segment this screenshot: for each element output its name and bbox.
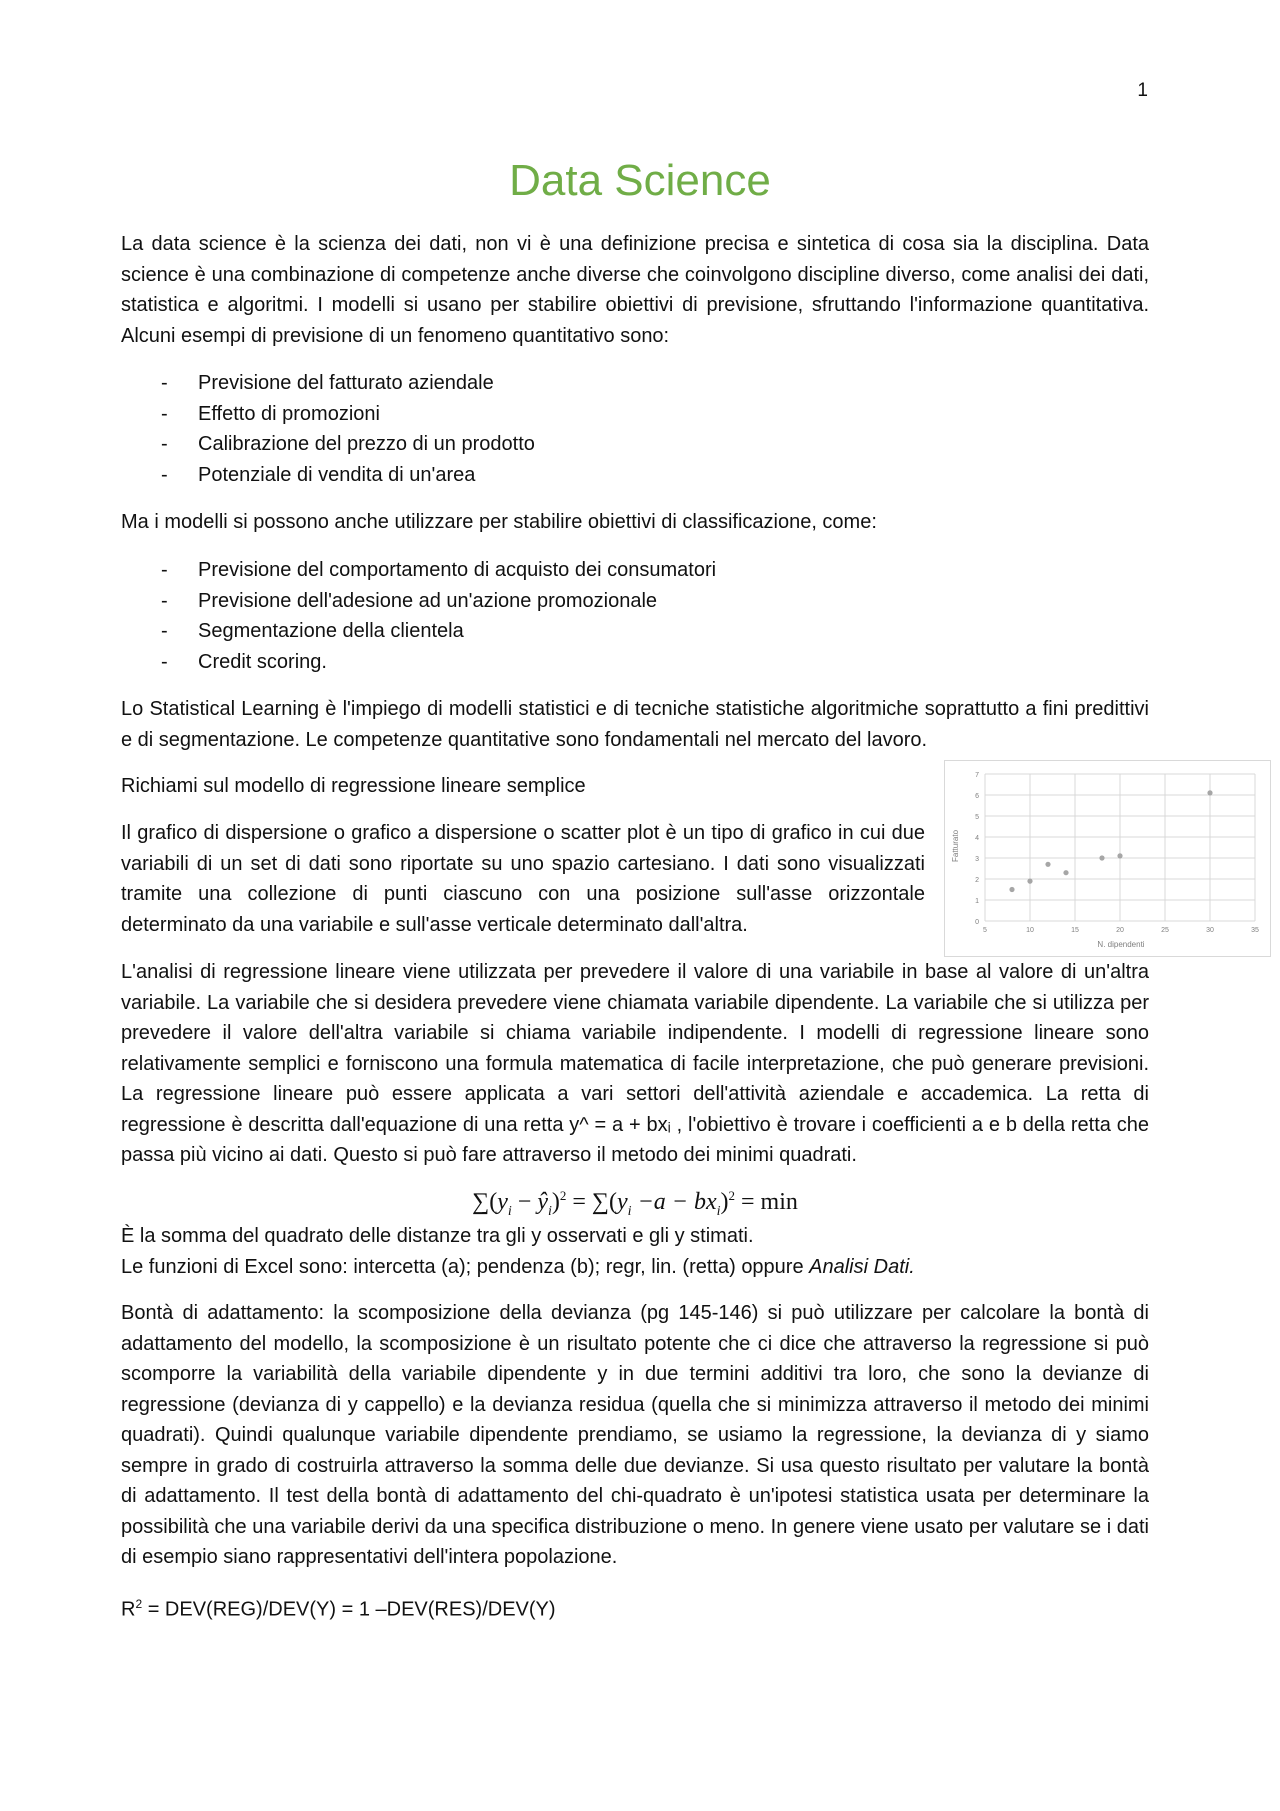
formula-min: = min bbox=[735, 1189, 798, 1215]
list-item-text: Previsione del fatturato aziendale bbox=[198, 372, 494, 394]
scatter-chart-svg bbox=[945, 761, 1270, 956]
r2-r: R bbox=[121, 1598, 136, 1621]
formula-yhat: ŷ bbox=[537, 1189, 548, 1215]
list-item bbox=[121, 647, 1149, 678]
intro-section bbox=[121, 229, 1149, 351]
list-item bbox=[121, 399, 1149, 430]
regression-paragraph: L'analisi di regressione lineare viene utilizzata per prevedere il valore di una variabile in base al valore di un'altra variabile. La variabile che si desidera prevedere viene chiamata variabile dipendente. La variabile che si utilizza per prevedere il valore dell'altra variabile si chiama variabile indipendente. I modelli di regressione lineare sono relativamente semplici e forniscono una formula matematica di facile interpretazione, che può generare previsioni. La regressione lineare può essere applicata a vari settori dell'attività aziendale e accademica. La retta di regressione è descritta dall'equazione di una retta y^ = a + bxᵢ , l'obiettivo è trovare i coefficienti a e b della retta che passa più vicino ai dati. Questo si può fare attraverso il metodo dei minimi quadrati. bbox=[121, 961, 1149, 1166]
list-item bbox=[121, 555, 1149, 586]
statistical-learning-paragraph: Lo Statistical Learning è l'impiego di modelli statistici e di tecniche statistiche algoritmiche soprattutto a fini predittivi e di segmentazione. Le competenze quantitative sono fondamentali nel mercato del lavoro. bbox=[121, 698, 1149, 751]
formula-subscript: i bbox=[627, 1203, 632, 1219]
list-item-text: Segmentazione della clientela bbox=[198, 620, 464, 642]
r2-section bbox=[121, 1589, 1149, 1625]
chart-x-tick-label: 35 bbox=[1251, 927, 1259, 934]
r2-rest: = DEV(REG)/DEV(Y) = 1 –DEV(RES)/DEV(Y) bbox=[142, 1598, 556, 1621]
regression-heading-section bbox=[121, 771, 921, 802]
chart-y-tick-label: 7 bbox=[975, 772, 979, 779]
classification-intro: Ma i modelli si possono anche utilizzare per stabilire obiettivi di classificazione, come: bbox=[121, 511, 877, 533]
regression-section bbox=[121, 957, 1149, 1171]
statistical-learning-section bbox=[121, 694, 1149, 755]
scatter-section bbox=[121, 818, 925, 940]
list-item-text: Previsione del comportamento di acquisto dei consumatori bbox=[198, 559, 717, 581]
formula-sum: ∑ bbox=[591, 1189, 610, 1215]
goodness-paragraph: Bontà di adattamento: la scomposizione della devianza (pg 145-146) si può utilizzare per calcolare la bontà di adattamento del modello, la scomposizione è un risultato potente che ci dice che attraverso la regressione si può scomporre la variabilità della variabile dipendente y in due termini additivi tra loro, che sono la devianze di regressione (devianza di y cappello) e la devianza residua (quella che si minimizza attraverso il metodo dei minimi quadrati). Quindi qualunque variabile dipendente prendiamo, se usiamo la regressione, la devianza di y siamo sempre in grado di costruirla attraverso la somma delle due devianze. Si usa questo risultato per valutare la bontà di adattamento. Il test della bontà di adattamento del chi-quadrato è un'ipotesi statistica usata per determinare la possibilità che una variabile derivi da una specifica distribuzione o meno. In genere viene usato per valutare se i dati di esempio siano rappresentativi dell'intera popolazione. bbox=[121, 1302, 1149, 1568]
list-item-text: Potenziale di vendita di un'area bbox=[198, 463, 476, 486]
scatter-paragraph: Il grafico di dispersione o grafico a dispersione o scatter plot è un tipo di grafico in cui due variabili di un set di dati sono riportate su uno spazio cartesiano. I dati sono visualizzati tramite una collezione di punti ciascuno con una posizione sull'asse orizzontale determinato da una variabile e sull'asse verticale determinato dall'altra. bbox=[121, 822, 925, 936]
list-item-text: Calibrazione del prezzo di un prodotto bbox=[198, 433, 535, 455]
formula-bx-term: bx bbox=[693, 1189, 717, 1215]
chart-y-tick-label: 1 bbox=[975, 898, 979, 905]
formula-paren: ) bbox=[551, 1189, 560, 1215]
chart-data-point bbox=[1099, 855, 1104, 860]
chart-y-tick-label: 4 bbox=[975, 835, 979, 842]
list-dash: - bbox=[161, 372, 168, 394]
list-dash: - bbox=[161, 650, 168, 673]
formula-subscript: i bbox=[716, 1203, 721, 1219]
excel-functions-italic: Analisi Dati. bbox=[809, 1255, 915, 1278]
list-item bbox=[121, 429, 1149, 460]
list-dash: - bbox=[161, 589, 168, 612]
chart-grid bbox=[985, 774, 1255, 921]
formula-equals: = bbox=[566, 1189, 592, 1215]
formula-subscript: i bbox=[507, 1203, 512, 1219]
formula-y: y bbox=[497, 1189, 508, 1215]
list-item bbox=[121, 460, 1149, 491]
page-number: 1 bbox=[1137, 80, 1148, 101]
classification-examples-list bbox=[121, 555, 1149, 677]
prediction-examples-list bbox=[121, 368, 1149, 490]
chart-y-tick-label: 5 bbox=[975, 814, 979, 821]
chart-x-tick-label: 15 bbox=[1071, 927, 1079, 934]
r2-exponent: 2 bbox=[135, 1597, 143, 1611]
classification-list-section bbox=[121, 555, 1149, 677]
chart-data-point bbox=[1027, 879, 1032, 884]
chart-x-tick-label: 10 bbox=[1026, 927, 1034, 934]
list-dash: - bbox=[161, 433, 168, 455]
formula-y: y bbox=[617, 1189, 628, 1215]
sum-squares-note: È la somma del quadrato delle distanze tra gli y osservati e gli y stimati. bbox=[121, 1225, 754, 1247]
chart-data-point bbox=[1063, 870, 1068, 875]
formula-sum: ∑ bbox=[472, 1189, 490, 1215]
formula-subscript: i bbox=[547, 1203, 552, 1219]
list-item bbox=[121, 616, 1149, 647]
formula-a-term: −a − bbox=[631, 1189, 694, 1215]
list-dash: - bbox=[161, 620, 168, 642]
chart-x-tick-label: 25 bbox=[1161, 927, 1169, 934]
chart-points bbox=[1009, 790, 1212, 892]
formula-paren: ) bbox=[720, 1189, 729, 1215]
chart-y-tick-label: 2 bbox=[975, 877, 979, 884]
list-dash: - bbox=[161, 463, 168, 486]
document-title: Data Science bbox=[509, 156, 771, 205]
chart-ticks bbox=[975, 772, 1259, 934]
sum-squares-section bbox=[121, 1221, 1149, 1282]
goodness-section bbox=[121, 1298, 1149, 1573]
chart-y-tick-label: 6 bbox=[975, 793, 979, 800]
list-item-text: Credit scoring. bbox=[198, 650, 327, 673]
classification-section bbox=[121, 507, 1149, 538]
formula-paren: ( bbox=[489, 1189, 498, 1215]
r2-formula bbox=[121, 1589, 1149, 1625]
chart-y-axis-label: Fatturato bbox=[951, 829, 960, 863]
chart-x-tick-label: 20 bbox=[1116, 927, 1124, 934]
list-dash: - bbox=[161, 559, 168, 581]
list-item-text: Effetto di promozioni bbox=[198, 402, 380, 425]
list-item bbox=[121, 586, 1149, 617]
chart-data-point bbox=[1207, 790, 1212, 795]
chart-x-axis-label: N. dipendenti bbox=[1097, 940, 1145, 949]
chart-y-tick-label: 3 bbox=[975, 856, 979, 863]
scatter-chart bbox=[944, 760, 1271, 957]
chart-data-point bbox=[1045, 862, 1050, 867]
chart-x-tick-label: 5 bbox=[983, 927, 987, 934]
formula-paren: ( bbox=[609, 1189, 618, 1215]
excel-functions-text: Le funzioni di Excel sono: intercetta (a); pendenza (b); regr, lin. (retta) oppure bbox=[121, 1255, 810, 1278]
list-dash: - bbox=[161, 402, 168, 425]
regression-heading: Richiami sul modello di regressione lineare semplice bbox=[121, 775, 586, 797]
chart-data-point bbox=[1117, 853, 1122, 858]
intro-paragraph: La data science è la scienza dei dati, non vi è una definizione precisa e sintetica di cosa sia la disciplina. Data science è una combinazione di competenze anche diverse che coinvolgono discipline diverso, come analisi dei dati, statistica e algoritmi. I modelli si usano per stabilire obiettivi di previsione, sfruttando l'informazione quantitativa. Alcuni esempi di previsione di un fenomeno quantitativo sono: bbox=[121, 233, 1149, 347]
excel-functions bbox=[121, 1252, 1149, 1283]
list-item bbox=[121, 368, 1149, 399]
chart-y-tick-label: 0 bbox=[975, 919, 979, 926]
chart-data-point bbox=[1009, 887, 1014, 892]
formula-exponent: 2 bbox=[559, 1188, 567, 1203]
list-item-text: Previsione dell'adesione ad un'azione promozionale bbox=[198, 589, 658, 612]
prediction-list-section bbox=[121, 368, 1149, 490]
formula-minus: − bbox=[511, 1189, 538, 1215]
formula-exponent: 2 bbox=[728, 1188, 735, 1203]
chart-x-tick-label: 30 bbox=[1206, 927, 1214, 934]
